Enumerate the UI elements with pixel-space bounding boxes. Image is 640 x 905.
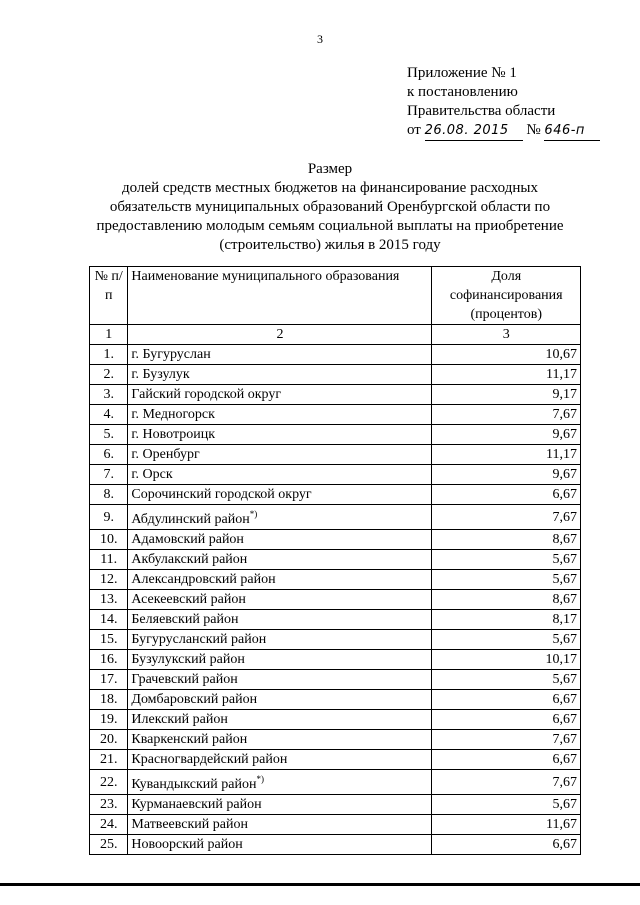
row-share: 11,67 (432, 815, 581, 835)
document-title (80, 160, 580, 255)
row-share: 8,17 (432, 610, 581, 630)
header-name: Наименование муниципального образования (128, 267, 432, 325)
row-number: 24. (90, 815, 128, 835)
row-name-cell (128, 485, 432, 505)
row-name: Беляевский район (131, 612, 239, 627)
table-row (90, 485, 581, 505)
table-row (90, 795, 581, 815)
row-share: 7,67 (432, 405, 581, 425)
row-name: Бузулукский район (131, 652, 245, 667)
date-prefix: от (407, 122, 421, 138)
table-row (90, 650, 581, 670)
row-name: Александровский район (131, 572, 276, 587)
row-share: 9,67 (432, 425, 581, 445)
row-share: 5,67 (432, 570, 581, 590)
row-name-cell (128, 590, 432, 610)
table-row (90, 730, 581, 750)
row-name: Красногвардейский район (131, 752, 288, 767)
index-col-2: 2 (128, 325, 432, 345)
row-share: 5,67 (432, 550, 581, 570)
row-name: г. Новотроицк (131, 427, 216, 442)
row-share: 6,67 (432, 485, 581, 505)
page-number: 3 (317, 32, 323, 46)
row-name-cell (128, 385, 432, 405)
row-number: 12. (90, 570, 128, 590)
row-name-cell (128, 505, 432, 530)
table-row (90, 445, 581, 465)
table-row (90, 835, 581, 855)
row-name: г. Бугуруслан (131, 347, 211, 362)
title-line-3: предоставлению молодым семьям социальной выплаты на приобретение (96, 218, 564, 234)
row-share: 8,67 (432, 590, 581, 610)
table-row (90, 405, 581, 425)
row-name-cell (128, 425, 432, 445)
row-name-cell (128, 730, 432, 750)
row-share: 5,67 (432, 795, 581, 815)
row-name: Абдулинский район (131, 512, 250, 527)
title-heading: Размер (307, 161, 353, 177)
row-number: 4. (90, 405, 128, 425)
header-share: Доля софинансирования (процентов) (432, 267, 581, 325)
table-body (90, 345, 581, 855)
table-row (90, 425, 581, 445)
row-share: 10,67 (432, 345, 581, 365)
row-number: 8. (90, 485, 128, 505)
appendix-line-3: Правительства области (407, 103, 556, 119)
row-share: 6,67 (432, 750, 581, 770)
row-number: 1. (90, 345, 128, 365)
row-name: Илекский район (131, 712, 228, 727)
row-name: г. Оренбург (131, 447, 200, 462)
table-row (90, 770, 581, 795)
row-name-cell (128, 710, 432, 730)
number-prefix: № (526, 122, 541, 138)
row-share: 6,67 (432, 690, 581, 710)
row-share: 7,67 (432, 505, 581, 530)
row-name: Адамовский район (131, 532, 244, 547)
row-name: Домбаровский район (131, 692, 258, 707)
row-number: 25. (90, 835, 128, 855)
row-share: 7,67 (432, 730, 581, 750)
row-share: 9,17 (432, 385, 581, 405)
table-header-row (90, 267, 581, 325)
footnote-mark: *) (249, 509, 258, 519)
table-row (90, 750, 581, 770)
row-name: г. Медногорск (131, 407, 215, 422)
row-name-cell (128, 570, 432, 590)
table-row (90, 610, 581, 630)
row-name: Кваркенский район (131, 732, 248, 747)
row-number: 15. (90, 630, 128, 650)
row-name-cell (128, 690, 432, 710)
row-name: Курманаевский район (131, 797, 262, 812)
row-name: Гайский городской округ (131, 387, 282, 402)
row-number: 14. (90, 610, 128, 630)
handwritten-date: 26.08. 2015 (425, 121, 523, 141)
row-number: 2. (90, 365, 128, 385)
table-index-row (90, 325, 581, 345)
row-name-cell (128, 795, 432, 815)
table-row (90, 550, 581, 570)
row-name-cell (128, 365, 432, 385)
row-number: 6. (90, 445, 128, 465)
row-name-cell (128, 530, 432, 550)
index-col-1: 1 (90, 325, 128, 345)
row-name: Матвеевский район (131, 817, 248, 832)
appendix-block (407, 64, 600, 141)
title-line-2: обязательств муниципальных образований Оренбургской области по (109, 199, 551, 215)
row-name: Бугурусланский район (131, 632, 267, 647)
row-name: Акбулакский район (131, 552, 248, 567)
row-number: 16. (90, 650, 128, 670)
row-name-cell (128, 445, 432, 465)
row-share: 11,17 (432, 445, 581, 465)
row-number: 13. (90, 590, 128, 610)
appendix-line-2: к постановлению (407, 84, 518, 100)
row-name-cell (128, 405, 432, 425)
row-name-cell (128, 835, 432, 855)
row-share: 5,67 (432, 670, 581, 690)
row-number: 22. (90, 770, 128, 795)
row-number: 10. (90, 530, 128, 550)
row-share: 10,17 (432, 650, 581, 670)
row-number: 7. (90, 465, 128, 485)
shares-table (89, 266, 581, 855)
row-name: Кувандыкский район (131, 777, 257, 792)
table-row (90, 365, 581, 385)
row-name: Асекеевский район (131, 592, 246, 607)
row-share: 11,17 (432, 365, 581, 385)
row-number: 11. (90, 550, 128, 570)
row-number: 21. (90, 750, 128, 770)
appendix-date-line (407, 121, 600, 141)
title-line-4: (строительство) жилья в 2015 году (219, 237, 441, 253)
table-row (90, 385, 581, 405)
index-col-3: 3 (432, 325, 581, 345)
row-share: 9,67 (432, 465, 581, 485)
page-bottom-rule (0, 883, 640, 886)
table-row (90, 630, 581, 650)
row-number: 19. (90, 710, 128, 730)
row-number: 17. (90, 670, 128, 690)
row-name-cell (128, 770, 432, 795)
row-number: 9. (90, 505, 128, 530)
row-name-cell (128, 610, 432, 630)
row-number: 5. (90, 425, 128, 445)
row-name-cell (128, 465, 432, 485)
row-name: Новоорский район (131, 837, 243, 852)
row-number: 3. (90, 385, 128, 405)
row-name-cell (128, 650, 432, 670)
row-name: г. Бузулук (131, 367, 190, 382)
row-name-cell (128, 630, 432, 650)
table-row (90, 570, 581, 590)
table-row (90, 670, 581, 690)
header-number: № п/п (90, 267, 128, 325)
table-row (90, 690, 581, 710)
handwritten-number: 646-п (544, 121, 600, 141)
row-number: 18. (90, 690, 128, 710)
row-name-cell (128, 815, 432, 835)
table-row (90, 815, 581, 835)
table-row (90, 710, 581, 730)
table-row (90, 530, 581, 550)
footnote-mark: *) (256, 774, 264, 784)
row-name: г. Орск (131, 467, 173, 482)
row-share: 6,67 (432, 710, 581, 730)
row-share: 7,67 (432, 770, 581, 795)
title-line-1: долей средств местных бюджетов на финансирование расходных (122, 180, 538, 196)
appendix-line-1: Приложение № 1 (407, 65, 517, 81)
row-name-cell (128, 345, 432, 365)
row-number: 23. (90, 795, 128, 815)
table-row (90, 505, 581, 530)
row-name-cell (128, 670, 432, 690)
row-share: 8,67 (432, 530, 581, 550)
row-name: Грачевский район (131, 672, 238, 687)
row-name: Сорочинский городской округ (131, 487, 312, 502)
row-name-cell (128, 550, 432, 570)
row-share: 5,67 (432, 630, 581, 650)
row-number: 20. (90, 730, 128, 750)
table-row (90, 345, 581, 365)
row-share: 6,67 (432, 835, 581, 855)
row-name-cell (128, 750, 432, 770)
table-row (90, 465, 581, 485)
table-row (90, 590, 581, 610)
